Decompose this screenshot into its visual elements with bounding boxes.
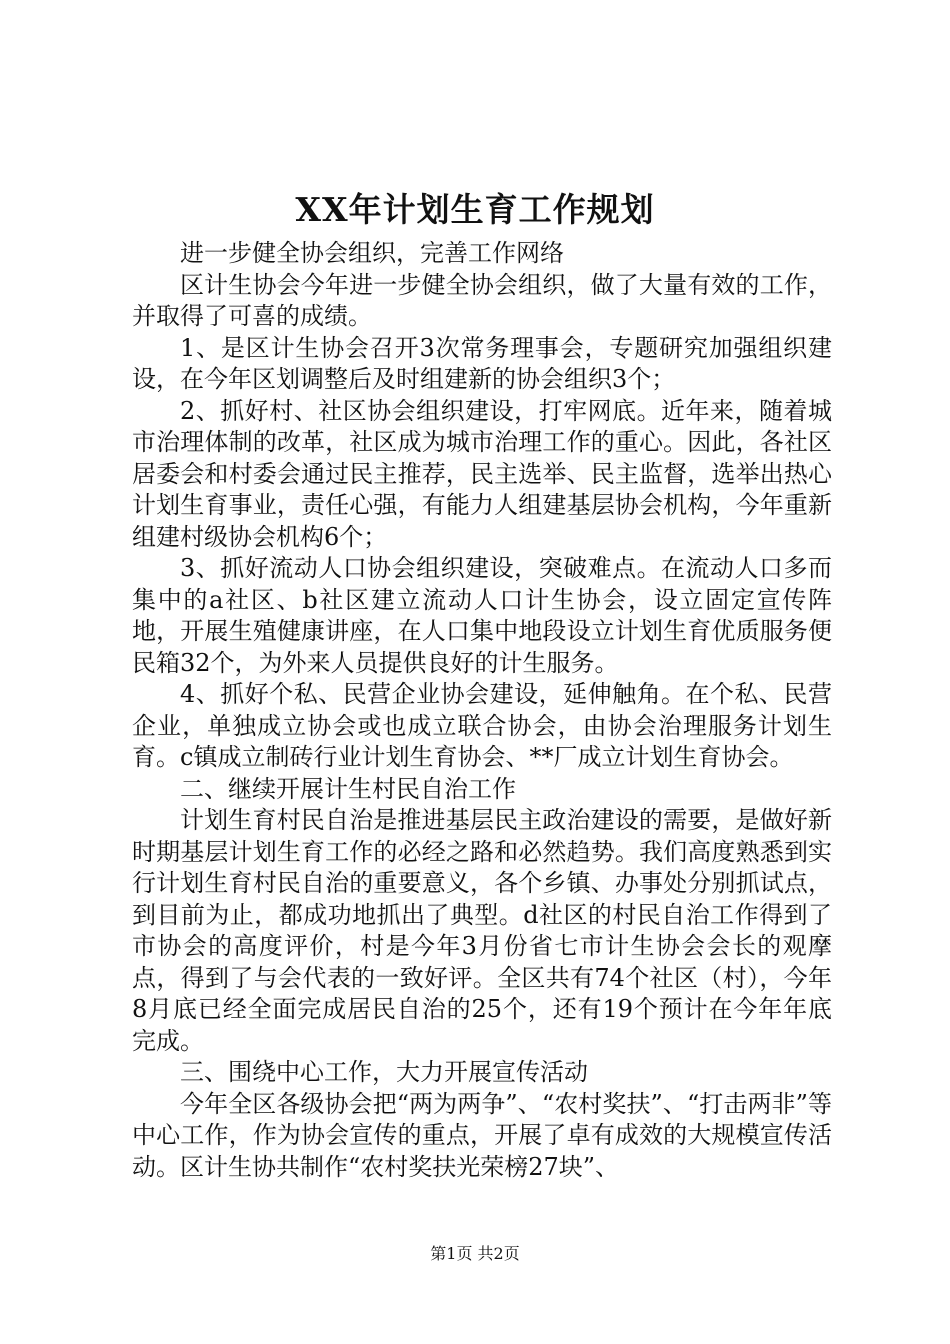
paragraph: 计划生育村民自治是推进基层民主政治建设的需要，是做好新时期基层计划生育工作的必经之路和必然趋势。我们高度熟悉到实行计划生育村民自治的重要意义，各个乡镇、办事处分别抓试点，到目前为止，都成功地抓出了典型。d社区的村民自治工作得到了市协会的高度评价，村是今年3月份省七市计生协会会长的观摩点，得到了与会代表的一致好评。全区共有74个社区（村），今年8月底已经全面完成居民自治的25个，还有19个预计在今年年底完成。 [132, 806, 832, 1055]
paragraph: 1、是区计生协会召开3次常务理事会，专题研究加强组织建设，在今年区划调整后及时组建新的协会组织3个； [132, 333, 832, 393]
document-title: XX年计划生育工作规划 [295, 190, 655, 229]
paragraph: 进一步健全协会组织，完善工作网络 [180, 239, 564, 267]
paragraph: 二、继续开展计生村民自治工作 [180, 774, 516, 803]
document-body [132, 238, 832, 1183]
paragraph: 区计生协会今年进一步健全协会组织，做了大量有效的工作，并取得了可喜的成绩。 [132, 270, 832, 330]
paragraph: 2、抓好村、社区协会组织建设，打牢网底。近年来，随着城市治理体制的改革，社区成为城市治理工作的重心。因此，各社区居委会和村委会通过民主推荐，民主选举、民主监督，选举出热心计划生育事业，责任心强，有能力人组建基层协会机构，今年重新组建村级协会机构6个； [132, 396, 832, 551]
paragraph: 三、围绕中心工作，大力开展宣传活动 [180, 1058, 588, 1086]
paragraph: 今年全区各级协会把“两为两争”、“农村奖扶”、“打击两非”等中心工作，作为协会宣传的重点，开展了卓有成效的大规模宣传活动。区计生协共制作“农村奖扶光荣榜27块”、 [132, 1089, 832, 1181]
paragraph: 3、抓好流动人口协会组织建设，突破难点。在流动人口多而集中的a社区、b社区建立流动人口计生协会，设立固定宣传阵地，开展生殖健康讲座，在人口集中地段设立计划生育优质服务便民箱32个，为外来人员提供良好的计生服务。 [132, 554, 832, 677]
page-number-footer: 第1页 共2页 [430, 1244, 520, 1263]
paragraph: 4、抓好个私、民营企业协会建设，延伸触角。在个私、民营企业，单独成立协会或也成立联合协会，由协会治理服务计划生育。c镇成立制砖行业计划生育协会、**厂成立计划生育协会。 [132, 680, 832, 771]
